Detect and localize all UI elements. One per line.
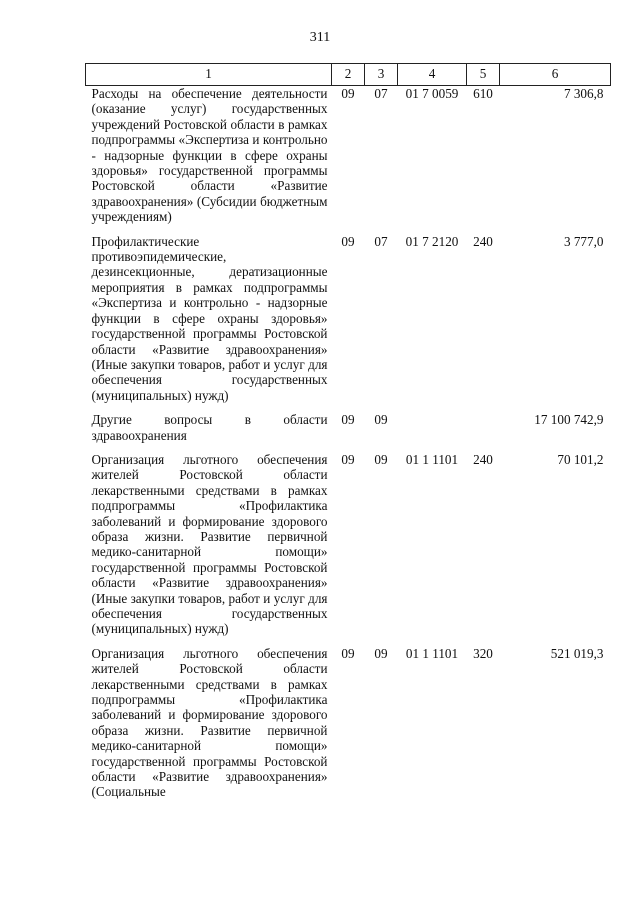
row-description: Организация льготного обеспечения жителей Ростовской области лекарственными средствами в рамках подпрограммы «Профилактика заболеваний и формирование здорового образа жизни. Развитие первичной медико-санитарной помощи» государственной программы Ростовской области «Развитие здравоохранения» (Иные закупки товаров, работ и услуг для обеспечения государственных (муниципальных) нужд): [91, 451, 328, 637]
header-row: [86, 64, 611, 86]
row-amount: 3 777,0: [563, 233, 604, 249]
header-col-2: 2: [332, 64, 365, 86]
header-col-5: 5: [467, 64, 500, 86]
row-expense-type: [467, 403, 500, 443]
row-subsection-code: 09: [374, 645, 388, 661]
budget-table: [85, 63, 611, 800]
row-expense-type: 240: [473, 233, 493, 249]
row-amount: 521 019,3: [550, 645, 604, 661]
row-subsection-code: 09: [374, 451, 388, 467]
row-amount: 7 306,8: [563, 86, 604, 101]
row-description: Организация льготного обеспечения жителей Ростовской области лекарственными средствами в рамках подпрограммы «Профилактика заболеваний и формирование здорового образа жизни. Развитие первичной медико-санитарной помощи» государственной программы Ростовской области «Развитие здравоохранения» (Социальные: [91, 645, 328, 800]
table-row: [86, 637, 611, 800]
row-subsection-code: 07: [374, 233, 388, 249]
row-section-code: 09: [341, 412, 355, 428]
row-description: Профилактические противоэпидемические, дезинсекционные, дератизационные мероприятия в рамках подпрограммы «Экспертиза и контрольно - надзорные функции в сфере охраны здоровья» государственной программы Ростовской области «Развитие здравоохранения» (Иные закупки товаров, работ и услуг для обеспечения государственных (муниципальных) нужд): [91, 233, 328, 403]
row-subsection-code: 09: [374, 412, 388, 428]
row-section-code: 09: [341, 86, 355, 101]
page-number: 311: [309, 30, 331, 45]
header-col-3: 3: [365, 64, 398, 86]
row-section-code: 09: [341, 233, 355, 249]
row-expense-type: 610: [473, 86, 493, 101]
row-subsection-code: 07: [374, 86, 388, 101]
row-description: Другие вопросы в области здравоохранения: [91, 412, 328, 443]
header-col-4: 4: [398, 64, 467, 86]
row-amount: 17 100 742,9: [534, 412, 604, 428]
row-section-code: 09: [341, 645, 355, 661]
table-row: [86, 443, 611, 637]
row-target-article: 01 1 1101: [405, 451, 459, 467]
row-expense-type: 320: [473, 645, 493, 661]
header-col-1: 1: [86, 64, 332, 86]
row-target-article: 01 1 1101: [405, 645, 459, 661]
table-row: [86, 403, 611, 443]
table-body: [86, 86, 611, 800]
table-row: [86, 86, 611, 225]
table-row: [86, 225, 611, 403]
table-header: [86, 64, 611, 86]
row-target-article: [398, 403, 467, 443]
row-target-article: 01 7 0059: [405, 86, 459, 101]
row-target-article: 01 7 2120: [405, 233, 459, 249]
row-amount: 70 101,2: [557, 451, 604, 467]
row-expense-type: 240: [473, 451, 493, 467]
row-section-code: 09: [341, 451, 355, 467]
row-description: Расходы на обеспечение деятельности (оказание услуг) государственных учреждений Ростовской области в рамках подпрограммы «Экспертиза и контрольно - надзорные функции в сфере охраны здоровья» государственной программы Ростовской области «Развитие здравоохранения» (Субсидии бюджетным учреждениям): [91, 86, 328, 225]
header-col-6: 6: [500, 64, 611, 86]
